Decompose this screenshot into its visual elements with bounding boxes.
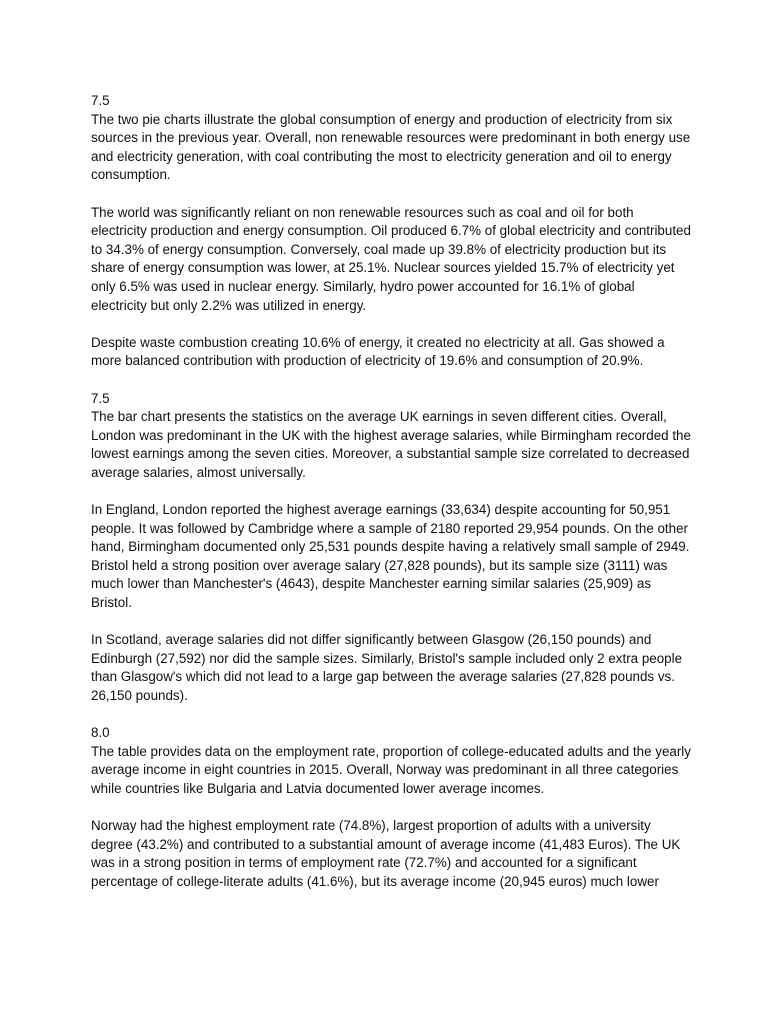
essay-section-3 — [91, 724, 691, 891]
document-body — [91, 92, 691, 892]
paragraph: The table provides data on the employment rate, proportion of college-educated adults and the yearly average income in eight countries in 2015. Overall, Norway was predominant in all three categories while countries like Bulgaria and Latvia documented lower average incomes. — [91, 743, 691, 796]
paragraph: The world was significantly reliant on non renewable resources such as coal and oil for both electricity production and energy consumption. Oil produced 6.7% of global electricity and contributed to 34.3% of energy consumption. Conversely, coal made up 39.8% of electricity production but its share of energy consumption was lower, at 25.1%. Nuclear sources yielded 15.7% of electricity yet only 6.5% was used in nuclear energy. Similarly, hydro power accounted for 16.1% of global electricity but only 2.2% was utilized in energy. — [91, 204, 691, 313]
paragraph: In Scotland, average salaries did not differ significantly between Glasgow (26,150 pounds) and Edinburgh (27,592) nor did the sample sizes. Similarly, Bristol's sample included only 2 extra people than Glasgow's which did not lead to a large gap between the average salaries (27,828 pounds vs. 26,150 pounds). — [91, 632, 683, 703]
band-score: 7.5 — [91, 390, 110, 406]
paragraph: The two pie charts illustrate the global consumption of energy and production of electricity from six sources in the previous year. Overall, non renewable resources were predominant in both energy use and electricity generation, with coal contributing the most to electricity generation and oil to energy consumption. — [91, 111, 691, 183]
essay-section-1 — [91, 92, 691, 371]
paragraph: In England, London reported the highest average earnings (33,634) despite accounting for 50,951 people. It was followed by Cambridge where a sample of 2180 reported 29,954 pounds. On the other hand, Birmingham documented only 25,531 pounds despite having a relatively small sample of 2949. Bristol held a strong position over average salary (27,828 pounds), but its sample size (3111) was much lower than Manchester's (4643), despite Manchester earning similar salaries (25,909) as Bristol. — [91, 502, 690, 611]
essay-section-2 — [91, 390, 691, 706]
paragraph: Norway had the highest employment rate (74.8%), largest proportion of adults with a university degree (43.2%) and contributed to a substantial amount of average income (41,483 Euros). The UK was in a strong position in terms of employment rate (72.7%) and accounted for a significant percentage of college-literate adults (41.6%), but its average income (20,945 euros) much lower — [91, 818, 681, 889]
band-score: 8.0 — [91, 725, 110, 741]
paragraph: The bar chart presents the statistics on the average UK earnings in seven different cities. Overall, London was predominant in the UK with the highest average salaries, while Birmingham recorded the lowest earnings among the seven cities. Moreover, a substantial sample size correlated to decreased average salaries, almost universally. — [91, 409, 691, 480]
paragraph: Despite waste combustion creating 10.6% of energy, it created no electricity at all. Gas showed a more balanced contribution with production of electricity of 19.6% and consumption of 20.9%. — [91, 334, 665, 369]
band-score: 7.5 — [91, 93, 110, 108]
